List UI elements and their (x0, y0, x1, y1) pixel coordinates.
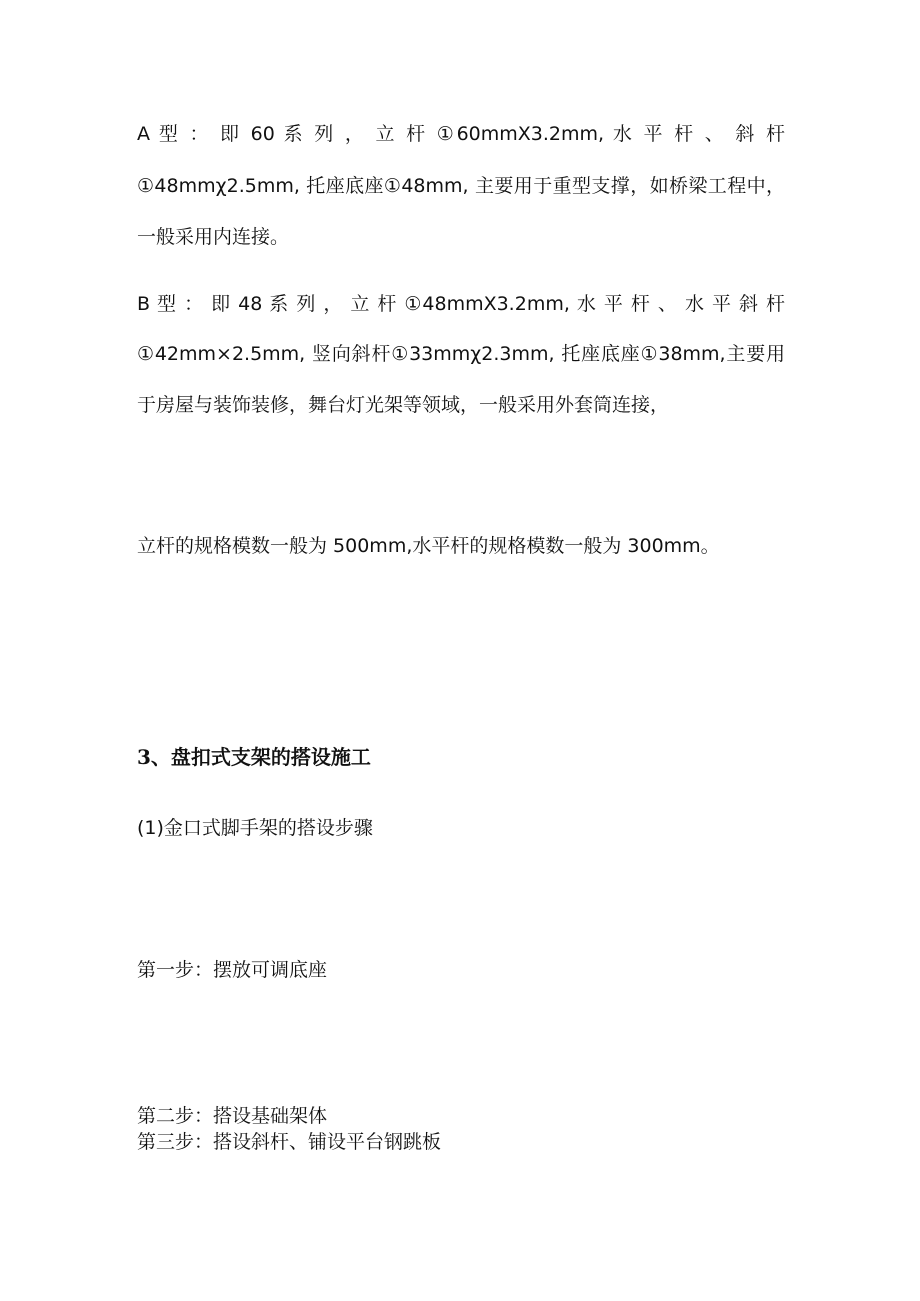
step-3: 第三步：搭设斜杆、铺设平台钢跳板 (137, 1131, 442, 1153)
type-a-line-3: 一般采用内连接。 (137, 226, 290, 248)
type-a-line-1: A 型 ： 即 60 系 列 ， 立 杆 ①60mmX3.2mm, 水 平 杆 、 斜 杆 (137, 123, 785, 145)
section-heading: 3、盘扣式支架的搭设施工 (137, 745, 371, 769)
module-size-paragraph: 立杆的规格模数一般为 500mm,水平杆的规格模数一般为 300mm。 (137, 535, 720, 557)
type-b-line-1: B 型 ： 即 48 系 列 ， 立 杆 ①48mmX3.2mm, 水 平 杆 、 水 平 斜 杆 (137, 293, 785, 315)
subsection-title: (1)金口式脚手架的搭设步骤 (137, 817, 373, 839)
type-b-line-3: 于房屋与装饰装修，舞台灯光架等领域，一般采用外套筒连接， (137, 394, 670, 416)
step-2: 第二步：搭设基础架体 (137, 1105, 328, 1127)
step-1: 第一步：摆放可调底座 (137, 959, 328, 981)
type-a-line-2: ①48mmχ2.5mm, 托座底座①48mm, 主要用于重型支撑，如桥梁工程中， (137, 175, 785, 197)
type-b-line-2: ①42mm×2.5mm, 竖向斜杆①33mmχ2.3mm, 托座底座①38mm,主要用 (137, 343, 785, 365)
